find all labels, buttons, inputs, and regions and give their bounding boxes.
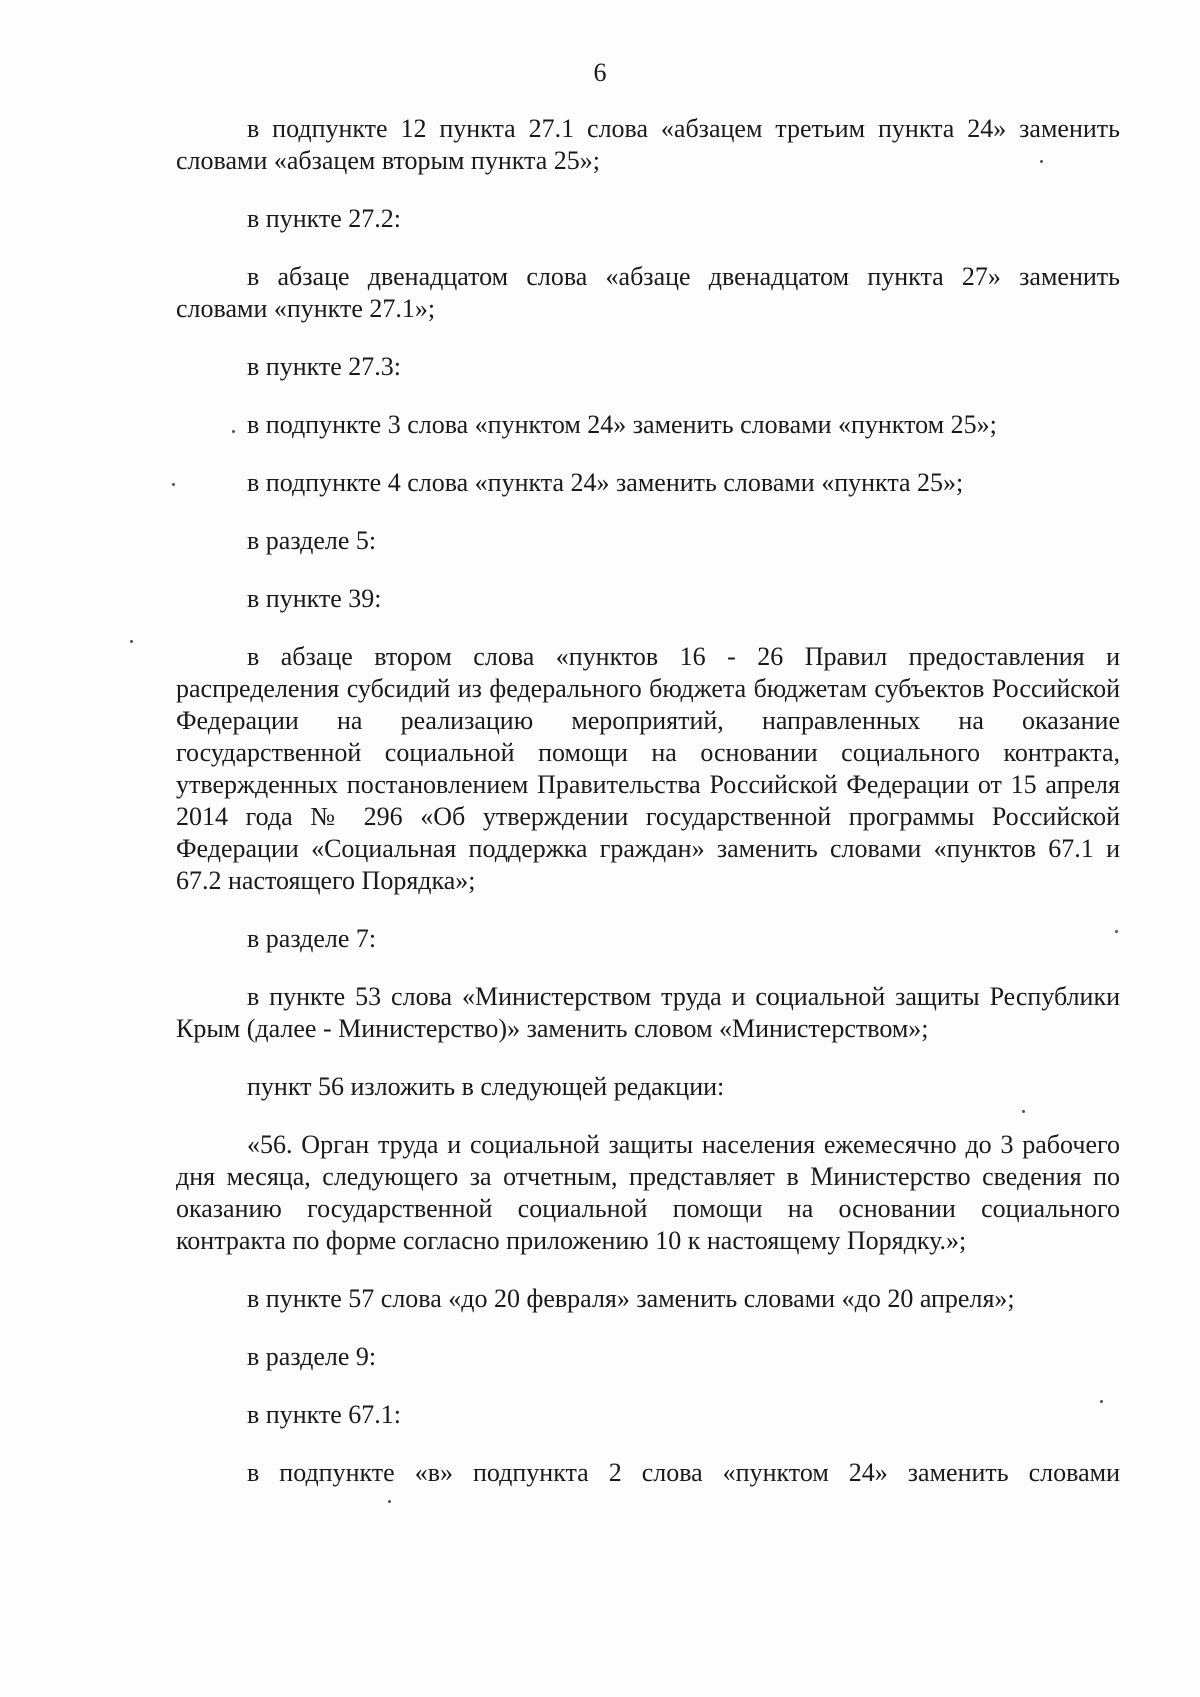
paragraph: «56. Орган труда и социальной защиты населения ежемесячно до 3 рабочего дня месяца, следующего за отчетным, представляет в Министерство сведения по оказанию государственной социальной помощи на основании социального контракта по форме согласно приложению 10 к настоящему Порядку.»;	[176, 1130, 1120, 1255]
paragraph: в разделе 7:	[247, 924, 377, 953]
scan-speck	[232, 430, 235, 433]
document-body	[176, 113, 1120, 1515]
paragraph: в абзаце двенадцатом слова «абзаце двенадцатом пункта 27» заменить словами «пункте 27.1»;	[176, 262, 1120, 323]
paragraph: в абзаце втором слова «пунктов 16 - 26 Правил предоставления и распределения субсидий из федерального бюджета бюджетам субъектов Российской Федерации на реализацию мероприятий, направленных на оказание государственной социальной помощи на основании социального контракта, утвержденных постановлением Правительства Российской Федерации от 15 апреля 2014 года № 296 «Об утверждении государственной программы Российской Федерации «Социальная поддержка граждан» заменить словами «пунктов 67.1 и 67.2 настоящего Порядка»;	[176, 642, 1120, 895]
paragraph: в подпункте 12 пункта 27.1 слова «абзацем третьим пункта 24» заменить словами «абзацем вторым пункта 25»;	[176, 114, 1120, 175]
paragraph: в пункте 53 слова «Министерством труда и социальной защиты Республики Крым (далее - Министерство)» заменить словом «Министерством»;	[176, 982, 1120, 1043]
scan-speck	[1040, 160, 1043, 163]
paragraph: в пункте 27.2:	[247, 204, 402, 233]
scan-speck	[1115, 930, 1118, 933]
paragraph: в пункте 39:	[247, 584, 382, 613]
scan-speck	[130, 640, 133, 643]
scan-speck	[1100, 1400, 1103, 1403]
paragraph: в пункте 57 слова «до 20 февраля» заменить словами «до 20 апреля»;	[247, 1284, 1015, 1313]
paragraph: в подпункте 3 слова «пунктом 24» заменить словами «пунктом 25»;	[247, 410, 997, 439]
paragraph: в подпункте «в» подпункта 2 слова «пунктом 24» заменить словами	[247, 1458, 1120, 1487]
paragraph: в пункте 67.1:	[247, 1400, 402, 1429]
paragraph: в разделе 5:	[247, 526, 377, 555]
paragraph: в пункте 27.3:	[247, 352, 402, 381]
page-number: 6	[593, 58, 607, 87]
paragraph: в разделе 9:	[247, 1342, 377, 1371]
scan-speck	[388, 1500, 391, 1503]
paragraph: пункт 56 изложить в следующей редакции:	[247, 1072, 725, 1101]
scan-speck	[1022, 1110, 1025, 1113]
scan-speck	[172, 483, 175, 486]
paragraph: в подпункте 4 слова «пункта 24» заменить словами «пункта 25»;	[247, 468, 964, 497]
